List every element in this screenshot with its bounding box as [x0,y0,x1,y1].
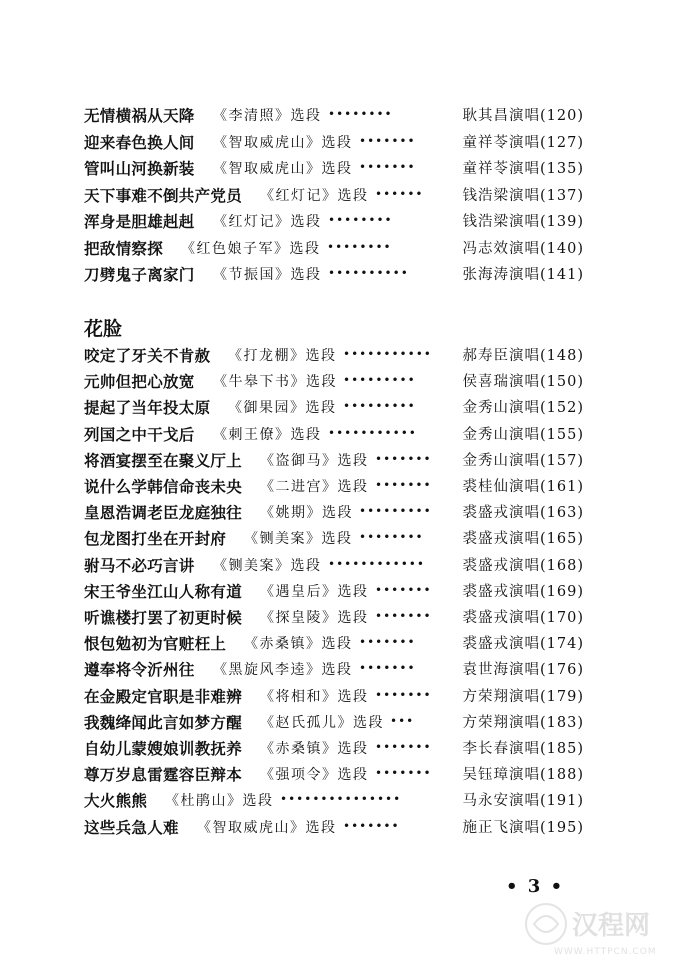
entry-title: 皇恩浩调老臣龙庭独往 [84,503,243,523]
entry-leader-dots: •••••••••• [328,266,409,280]
entry-performer-page: 冯志效演唱(140) [462,240,584,257]
entry-performer-page: 裘盛戎演唱(174) [462,636,584,653]
entry-leader-dots: ••••••• [375,451,432,466]
entry-leader-dots: ••••••• [375,609,432,623]
toc-entry [84,130,584,156]
watermark-logo [520,900,670,958]
entry-title: 将酒宴摆至在聚义厅上 [84,450,243,470]
entry-leader-dots: •••••••• [328,107,393,121]
entry-title: 尊万岁息雷霆容臣辩本 [84,765,243,785]
toc-entry [84,684,584,710]
entry-leader-dots: ••••••••••• [343,347,432,361]
entry-source: 《打龙棚》选段 [228,348,337,364]
entry-source: 《赤桑镇》选段 [260,741,369,757]
entry-source: 《强项令》选段 [260,767,369,784]
entry-performer-page: 裘盛戎演唱(169) [462,583,584,600]
toc-entry [84,209,584,235]
toc-entry [84,343,584,369]
entry-title: 把敌情察探 [84,238,164,258]
entry-title: 遵奉将令沂州往 [84,660,195,680]
entry-source: 《探皇陵》选段 [260,610,369,626]
toc-entry [84,395,584,421]
entry-title: 听谯楼打罢了初更时候 [84,608,243,627]
toc-entry [84,103,584,129]
toc-entry [84,631,584,657]
entry-title: 天下事难不倒共产党员 [84,185,243,205]
entry-source: 《赤桑镇》选段 [244,636,353,653]
entry-performer-page: 裘盛戎演唱(163) [462,505,584,522]
toc-entry [84,788,584,814]
entry-source: 《节振国》选段 [213,267,322,283]
entry-source: 《遇皇后》选段 [260,583,369,600]
entry-leader-dots: ••••••••••••••• [280,792,402,807]
entry-title: 说什么学韩信命丧未央 [84,477,243,496]
entry-title: 恨包勉初为官赃枉上 [84,634,227,654]
entry-source: 《刺王僚》选段 [213,426,322,443]
entry-leader-dots: •••••• [375,186,424,201]
entry-leader-dots: ••••••••• [343,399,416,414]
entry-source: 《黑旋风李逵》选段 [213,662,353,679]
entry-source: 《铡美案》选段 [244,531,353,548]
entry-source: 《杜鹃山》选段 [165,793,274,810]
entry-leader-dots: ••••••••••• [328,425,417,440]
entry-performer-page: 耿其昌演唱(120) [462,108,584,124]
watermark-text: 汉程网 [572,911,651,941]
entry-performer-page: 李长春演唱(185) [462,741,584,757]
entry-performer-page: 施正飞演唱(195) [462,819,584,836]
toc-entry [84,710,584,736]
toc-entry [84,369,584,395]
entry-source: 《智取威虎山》选段 [213,161,353,177]
entry-source: 《铡美案》选段 [213,557,322,574]
entry-title: 迎来春色换人间 [84,132,195,152]
entry-title: 包龙图打坐在开封府 [84,529,227,549]
entry-title: 自幼儿蒙嫂娘训教抚养 [84,739,243,758]
entry-leader-dots: ••••••• [359,635,416,650]
entry-title: 驸马不必巧言讲 [84,555,195,575]
entry-performer-page: 方荣翔演唱(179) [462,688,584,705]
entry-leader-dots: •••••••• [327,239,392,254]
entry-title: 大火熊熊 [84,791,148,811]
entry-performer-page: 张海涛演唱(141) [462,267,584,283]
entry-title: 管叫山河换新装 [84,159,195,178]
watermark-icon [520,900,670,958]
entry-source: 《御果园》选段 [228,400,337,417]
entry-performer-page: 童祥苓演唱(127) [462,134,584,151]
toc-entry [84,474,584,500]
entry-source: 《智取威虎山》选段 [197,819,337,836]
entry-source: 《赵氏孤儿》选段 [260,714,384,731]
toc-entry [84,183,584,209]
entry-performer-page: 钱浩梁演唱(137) [462,187,584,204]
entry-performer-page: 金秀山演唱(152) [462,400,584,417]
watermark-url: WWW.HTTPCN.COM [554,947,657,957]
entry-performer-page: 金秀山演唱(157) [462,452,584,469]
toc-entry [84,605,584,631]
section-heading: 花脸 [84,318,123,340]
entry-performer-page: 吴钰璋演唱(188) [462,767,584,784]
entry-performer-page: 郝寿臣演唱(148) [462,348,584,364]
entry-source: 《智取威虎山》选段 [213,134,353,151]
entry-performer-page: 裘桂仙演唱(161) [462,479,584,495]
entry-leader-dots: •••••••••••• [328,556,425,571]
entry-source: 《将相和》选段 [260,688,369,705]
entry-title: 我魏绛闻此言如梦方醒 [84,712,243,732]
toc-entry [84,815,584,841]
entry-source: 《红色娘子军》选段 [181,240,321,257]
entry-performer-page: 童祥苓演唱(135) [462,161,584,177]
entry-source: 《二进宫》选段 [260,479,369,495]
entry-performer-page: 袁世海演唱(176) [462,662,584,679]
toc-entry [84,657,584,683]
entry-performer-page: 马永安演唱(191) [462,793,584,810]
entry-leader-dots: ••••••• [375,766,432,781]
entry-source: 《李清照》选段 [213,108,322,124]
entry-leader-dots: ••••••• [375,478,432,492]
toc-entry [84,236,584,262]
entry-leader-dots: ••••••••• [343,373,416,388]
entry-title: 在金殿定官职是非难辨 [84,686,243,706]
toc-entry [84,422,584,448]
entry-performer-page: 金秀山演唱(155) [462,426,584,443]
entry-title: 列国之中干戈后 [84,424,195,444]
entry-title: 咬定了牙关不肯赦 [84,346,211,365]
entry-performer-page: 钱浩梁演唱(139) [462,214,584,230]
toc-entry [84,736,584,762]
entry-performer-page: 侯喜瑞演唱(150) [462,374,584,391]
toc-entry [84,262,584,288]
entry-source: 《红灯记》选段 [213,214,322,230]
entry-performer-page: 方荣翔演唱(183) [462,714,584,731]
entry-performer-page: 裘盛戎演唱(170) [462,610,584,626]
entry-title: 元帅但把心放宽 [84,372,195,392]
toc-entry [84,553,584,579]
toc-entry [84,579,584,605]
toc-entry [84,526,584,552]
entry-source: 《姚期》选段 [260,505,353,522]
entry-leader-dots: ••••••• [375,740,432,754]
entry-leader-dots: ••• [390,713,415,728]
entry-title: 刀劈鬼子离家门 [84,265,195,284]
entry-leader-dots: •••••••• [328,213,393,227]
entry-title: 这些兵急人难 [84,817,179,837]
entry-leader-dots: ••••••• [343,818,400,833]
entry-performer-page: 裘盛戎演唱(165) [462,531,584,548]
entry-leader-dots: ••••••• [359,160,416,174]
entry-leader-dots: ••••••• [359,133,416,148]
toc-entry [84,500,584,526]
toc-entry [84,448,584,474]
entry-title: 无情横祸从天降 [84,106,195,125]
entry-title: 提起了当年投太原 [84,398,211,418]
entry-performer-page: 裘盛戎演唱(168) [462,557,584,574]
entry-leader-dots: ••••••• [375,687,432,702]
page-number: • 3 • [506,876,565,897]
toc-entry [84,156,584,182]
entry-title: 浑身是胆雄赳赳 [84,212,195,231]
entry-leader-dots: ••••••• [375,582,432,597]
entry-source: 《盗御马》选段 [260,452,369,469]
entry-leader-dots: ••••••••• [359,504,432,519]
entry-source: 《牛皋下书》选段 [213,374,337,391]
entry-source: 《红灯记》选段 [260,187,369,204]
entry-title: 宋王爷坐江山人称有道 [84,581,243,601]
entry-leader-dots: •••••••• [359,530,424,545]
entry-leader-dots: ••••••• [359,661,416,676]
toc-entry [84,762,584,788]
